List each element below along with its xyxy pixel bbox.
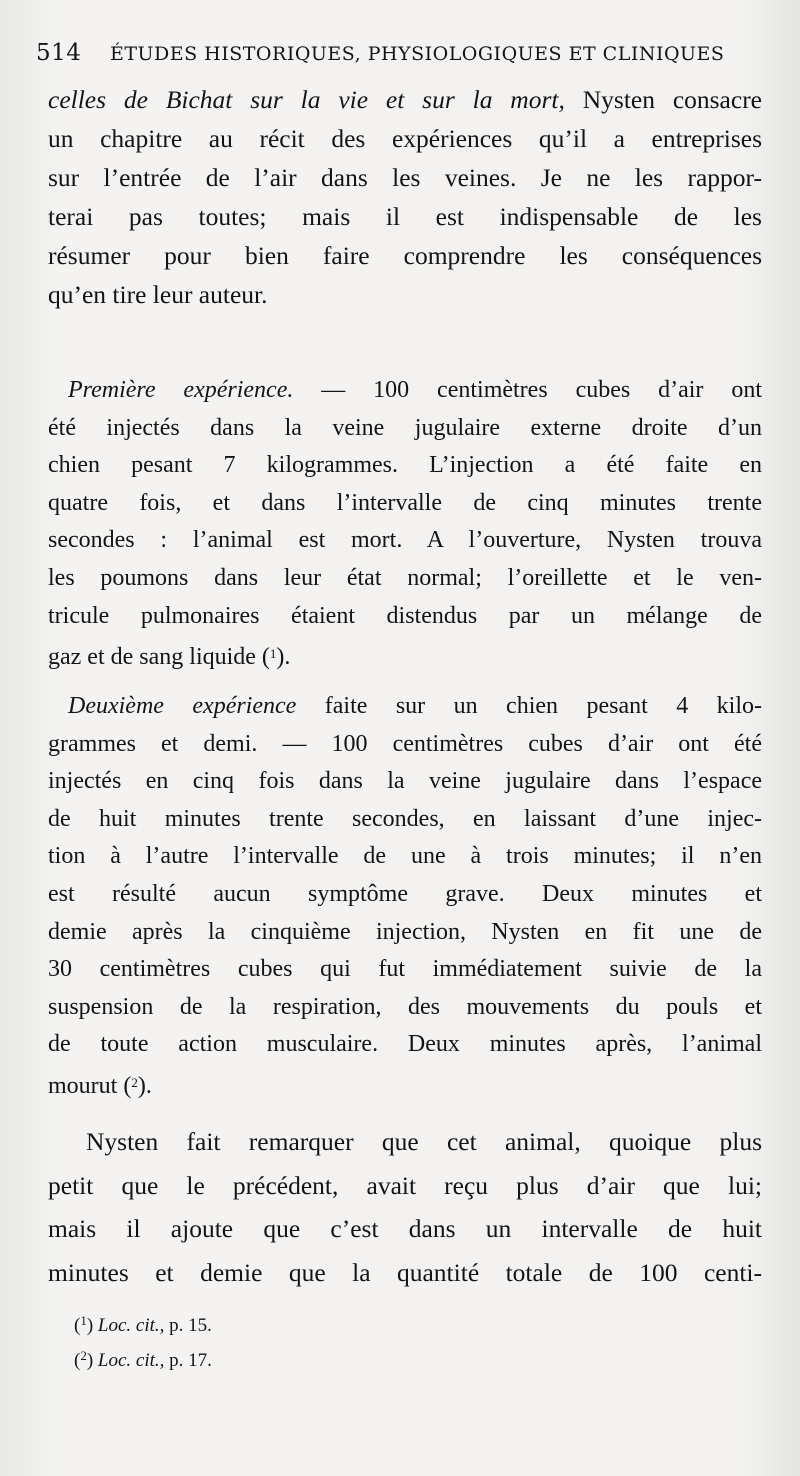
text-line: secondes : l’animal est mort. A l’ouverture, Nysten trouva: [48, 527, 762, 554]
text-line: suspension de la respiration, des mouvements du pouls et: [48, 993, 762, 1020]
text-line: qu’en tire leur auteur.: [48, 280, 268, 309]
text-line: demie après la cinquième injection, Nysten en fit une de: [48, 918, 762, 945]
footnotes: [74, 1306, 212, 1376]
text-line: Première expérience. — 100 centimètres cubes d’air ont: [68, 377, 762, 403]
paragraph-first-experiment: [48, 372, 762, 677]
paragraph-intro: [48, 80, 762, 314]
text-line: mourut ($^2$).: [48, 1072, 152, 1099]
paragraph-second-experiment: [48, 688, 762, 1106]
footnote-ref: 1: [269, 646, 277, 662]
italic-text: Première expérience.: [68, 377, 294, 403]
text-line: terai pas toutes; mais il est indispensable de les: [48, 202, 762, 231]
text-line: mais il ajoute que c’est dans un intervalle de huit: [48, 1214, 762, 1243]
text-line: celles de Bichat sur la vie et sur la mort, Nysten consacre: [48, 85, 763, 114]
running-title: ÉTUDES HISTORIQUES, PHYSIOLOGIQUES ET CLINIQUES: [109, 43, 725, 65]
italic-text: celles de Bichat sur la vie et sur la mort,: [48, 85, 565, 114]
text-line: été injectés dans la veine jugulaire externe droite d’un: [48, 414, 762, 441]
text-line: tion à l’autre l’intervalle de une à trois minutes; il n’en: [48, 843, 762, 870]
text-line: 30 centimètres cubes qui fut immédiatement suivie de la: [48, 956, 762, 983]
text-line: gaz et de sang liquide ($^1$).: [48, 644, 291, 671]
text-line: chien pesant 7 kilogrammes. L’injection a été faite en: [48, 452, 762, 479]
footnote-ref: 2: [131, 1074, 138, 1090]
text-line: minutes et demie que la quantité totale de 100 centi-: [48, 1257, 762, 1287]
text-line: résumer pour bien faire comprendre les conséquences: [48, 241, 762, 270]
text-line: tricule pulmonaires étaient distendus par un mélange de: [48, 602, 762, 629]
text-line: les poumons dans leur état normal; l’oreillette et le ven-: [48, 564, 762, 591]
text-line: est résulté aucun symptôme grave. Deux minutes et: [48, 880, 762, 907]
text-line: Nysten fait remarquer que cet animal, quoique plus: [86, 1127, 762, 1156]
italic-text: Deuxième expérience: [68, 693, 297, 719]
text-line: sur l’entrée de l’air dans les veines. Je ne les rappor-: [48, 163, 762, 192]
text-line: de toute action musculaire. Deux minutes après, l’animal: [48, 1031, 762, 1058]
text-line: Deuxième expérience faite sur un chien pesant 4 kilo-: [68, 693, 762, 719]
text-line: un chapitre au récit des expériences qu’il a entreprises: [48, 124, 762, 153]
text-line: quatre fois, et dans l’intervalle de cinq minutes trente: [48, 489, 762, 516]
footnote: ($^1$) Loc. cit., p. 15.: [74, 1313, 212, 1336]
text-line: grammes et demi. — 100 centimètres cubes d’air ont été: [48, 730, 762, 757]
paragraph-remark: [48, 1120, 762, 1294]
footnote: ($^2$) Loc. cit., p. 17.: [74, 1348, 212, 1371]
text-line: de huit minutes trente secondes, en laissant d’une injec-: [48, 805, 762, 832]
text-line: injectés en cinq fois dans la veine jugulaire dans l’espace: [48, 768, 762, 795]
text-line: petit que le précédent, avait reçu plus d’air que lui;: [48, 1170, 762, 1200]
running-header: [36, 40, 766, 66]
page-number: 514: [36, 40, 82, 66]
